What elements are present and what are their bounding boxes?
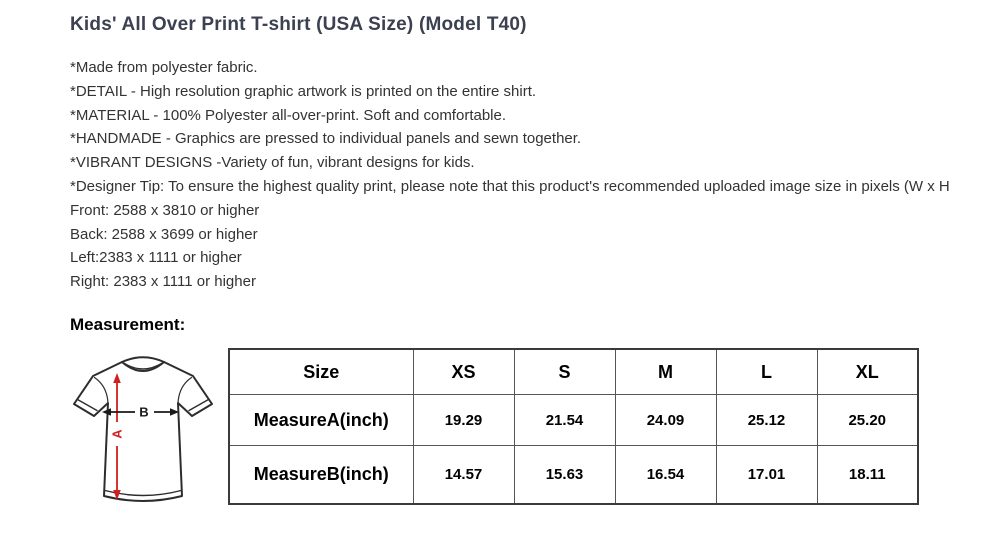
- table-cell: 24.09: [615, 395, 716, 446]
- measure-a-label: A: [109, 429, 125, 439]
- table-cell: 15.63: [514, 446, 615, 505]
- measure-b-label: B: [139, 404, 149, 420]
- table-header-xs: XS: [413, 349, 514, 395]
- table-header-m: M: [615, 349, 716, 395]
- table-cell: 14.57: [413, 446, 514, 505]
- measure-a-arrow: [110, 373, 125, 500]
- description-line: *Made from polyester fabric.: [70, 59, 258, 76]
- table-header-row: [229, 349, 918, 395]
- size-measurement-table: [228, 348, 919, 505]
- table-header-s: S: [514, 349, 615, 395]
- table-header-l: L: [716, 349, 817, 395]
- page-title: Kids' All Over Print T-shirt (USA Size) (Model T40): [70, 14, 527, 35]
- tshirt-outline: [74, 357, 212, 501]
- table-cell: 16.54: [615, 446, 716, 505]
- description-line: Back: 2588 x 3699 or higher: [70, 225, 258, 243]
- table-cell: 25.12: [716, 395, 817, 446]
- table-cell: 21.54: [514, 395, 615, 446]
- description-line: Right: 2383 x 1111 or higher: [70, 273, 256, 291]
- description-line: *HANDMADE - Graphics are pressed to individual panels and sewn together.: [70, 130, 582, 148]
- description-line: Left:2383 x 1111 or higher: [70, 249, 242, 267]
- measure-b-arrow: [102, 405, 179, 420]
- measurement-heading: Measurement:: [70, 315, 186, 334]
- description-line: *MATERIAL - 100% Polyester all-over-print. Soft and comfortable.: [70, 106, 507, 124]
- table-row-measure-a: [229, 395, 918, 446]
- description-line: Front: 2588 x 3810 or higher: [70, 201, 260, 219]
- table-cell: 25.20: [817, 395, 918, 446]
- description-line: *Designer Tip: To ensure the highest quality print, please note that this product's recommended uploaded image size in pixels (W x H: [70, 177, 950, 195]
- table-cell: 18.11: [817, 446, 918, 505]
- description-line: *VIBRANT DESIGNS -Variety of fun, vibrant designs for kids.: [70, 154, 475, 172]
- row-label: MeasureB(inch): [229, 446, 413, 505]
- table-cell: 19.29: [413, 395, 514, 446]
- table-header-size: Size: [229, 349, 413, 395]
- table-row-measure-b: [229, 446, 918, 505]
- table-header-xl: XL: [817, 349, 918, 395]
- table-cell: 17.01: [716, 446, 817, 505]
- tshirt-measurement-diagram: [58, 346, 218, 516]
- description-line: *DETAIL - High resolution graphic artwork is printed on the entire shirt.: [70, 82, 537, 100]
- row-label: MeasureA(inch): [229, 395, 413, 446]
- product-description: [70, 56, 1000, 294]
